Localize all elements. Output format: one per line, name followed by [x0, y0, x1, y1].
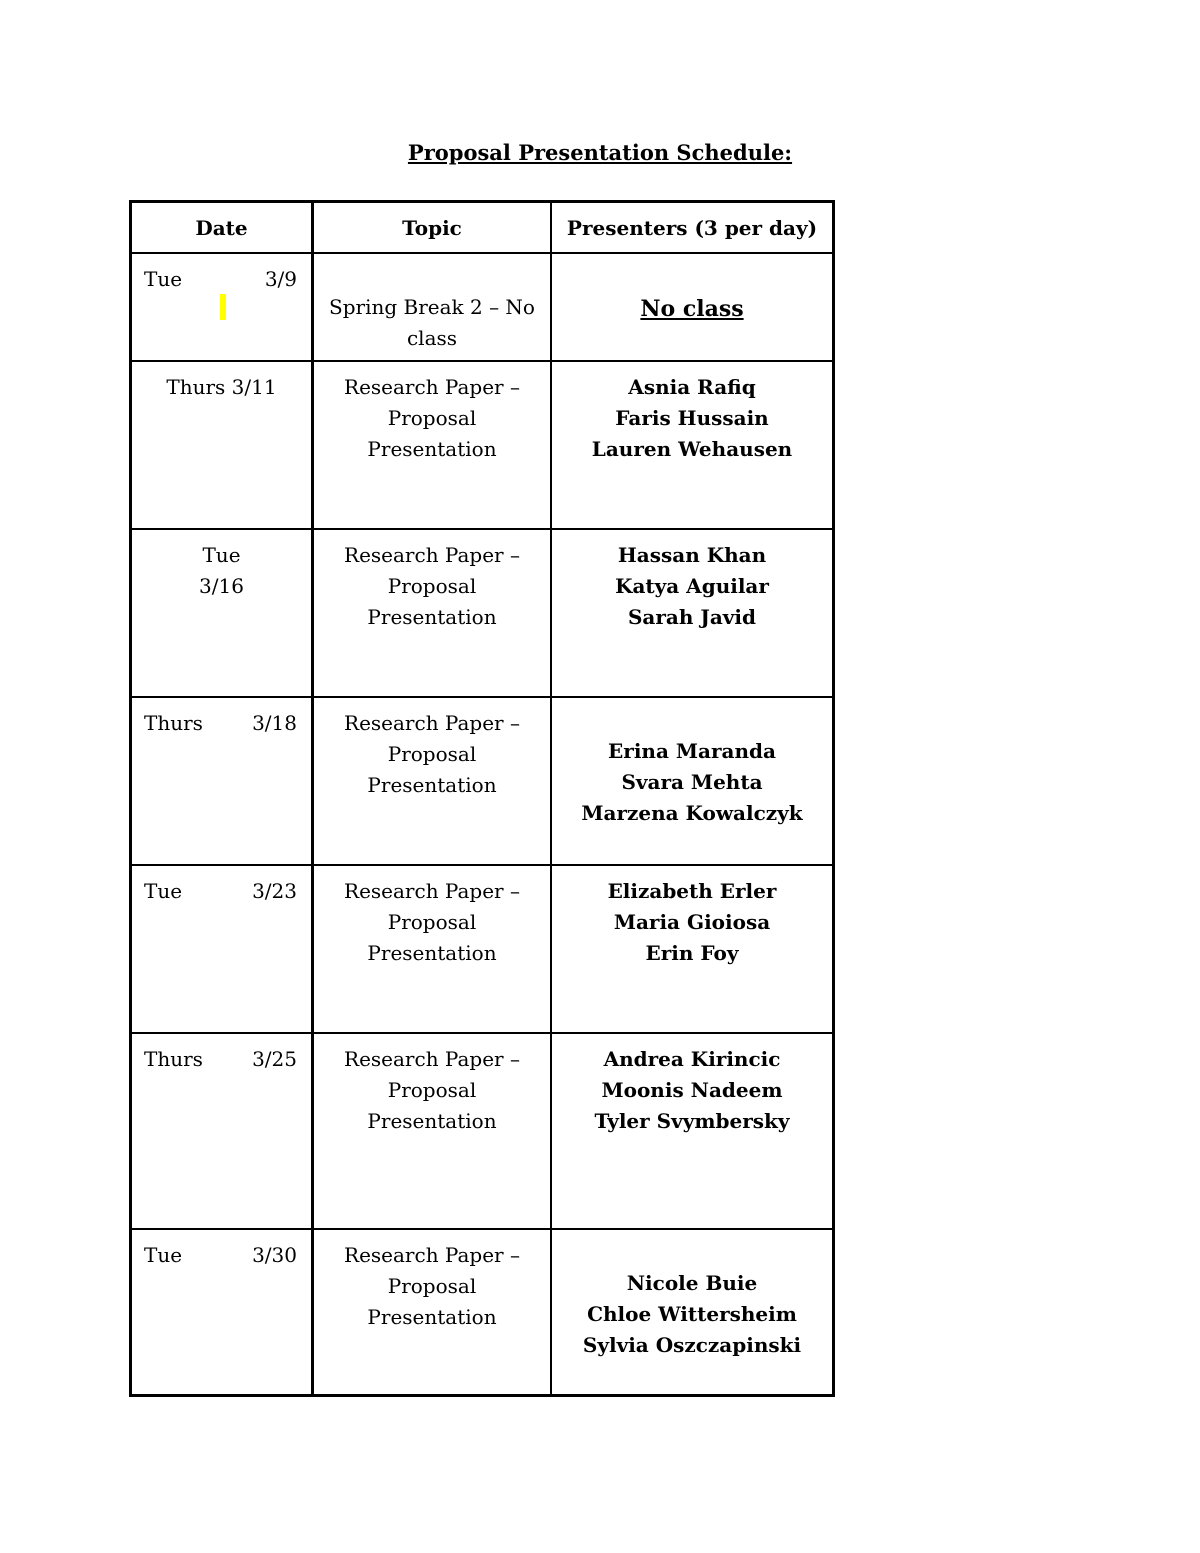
topic-cell [314, 1230, 552, 1397]
presenter-name: Sylvia Oszczapinski [582, 1333, 802, 1357]
header-date: Date [132, 203, 314, 252]
topic-line: class [406, 326, 458, 350]
topic-line: Proposal Presentation [367, 1274, 497, 1329]
topic-cell [314, 254, 552, 360]
topic-line: Research Paper – [344, 375, 520, 399]
date-label: 3/9 [264, 267, 297, 291]
table-row [132, 1230, 832, 1397]
day-label: Thurs [144, 711, 203, 735]
presenter-name: Moonis Nadeem [601, 1078, 783, 1102]
header-presenters: Presenters (3 per day) [566, 216, 818, 240]
topic-line: Research Paper – [344, 543, 520, 567]
topic-line: Proposal Presentation [367, 406, 497, 461]
date-cell [132, 866, 314, 1032]
presenter-name: Lauren Wehausen [591, 437, 793, 461]
day-label: Thurs [144, 1047, 203, 1071]
table-row [132, 1034, 832, 1230]
date-label: 3/25 [252, 1047, 297, 1071]
topic-line: Proposal Presentation [367, 1078, 497, 1133]
presenter-name: Nicole Buie [626, 1271, 758, 1295]
presenter-name: Andrea Kirincic [603, 1047, 781, 1071]
highlight-mark [220, 294, 226, 320]
topic-line: Research Paper – [344, 1243, 520, 1267]
presenters-cell [552, 698, 832, 864]
topic-line: Spring Break 2 – No [329, 295, 535, 319]
date-cell [132, 1230, 314, 1397]
presenter-name: Erin Foy [645, 941, 739, 965]
table-row [132, 254, 832, 362]
presenter-name: Hassan Khan [617, 543, 767, 567]
date-label: 3/16 [199, 574, 244, 598]
table-row [132, 362, 832, 530]
date-cell [132, 530, 314, 696]
presenters-cell [552, 1230, 832, 1397]
presenter-name: Erina Maranda [608, 739, 776, 763]
topic-cell [314, 1034, 552, 1228]
topic-line: Research Paper – [344, 711, 520, 735]
table-header-row [132, 203, 832, 254]
presenters-cell [552, 866, 832, 1032]
date-label: 3/30 [252, 1243, 297, 1267]
topic-line: Proposal Presentation [367, 742, 497, 797]
presenters-cell [552, 1034, 832, 1228]
topic-cell [314, 530, 552, 696]
topic-line: Research Paper – [344, 879, 520, 903]
topic-cell [314, 866, 552, 1032]
presenter-name: Sarah Javid [627, 605, 757, 629]
presenters-cell [552, 362, 832, 528]
presenter-name: Faris Hussain [615, 406, 769, 430]
date-label: 3/18 [252, 711, 297, 735]
day-label: Tue [144, 267, 183, 291]
no-class-label: No class [640, 296, 744, 322]
day-label: Tue [202, 543, 241, 567]
presenter-name: Chloe Wittersheim [587, 1302, 797, 1326]
topic-cell [314, 698, 552, 864]
presenter-name: Tyler Svymbersky [594, 1109, 790, 1133]
presenter-name: Katya Aguilar [615, 574, 769, 598]
date-cell: Thurs 3/11 [132, 362, 314, 528]
presenter-name: Asnia Rafiq [628, 375, 756, 399]
topic-line: Proposal Presentation [367, 574, 497, 629]
presenter-name: Maria Gioiosa [613, 910, 771, 934]
presenter-name: Elizabeth Erler [607, 879, 777, 903]
presenters-cell [552, 530, 832, 696]
page-title: Proposal Presentation Schedule: [407, 140, 793, 165]
day-label: Tue [144, 1243, 183, 1267]
date-cell [132, 254, 314, 360]
topic-cell [314, 362, 552, 528]
presenter-name: Svara Mehta [621, 770, 763, 794]
date-cell [132, 698, 314, 864]
day-label: Tue [144, 879, 183, 903]
date-label: 3/23 [252, 879, 297, 903]
topic-line: Proposal Presentation [367, 910, 497, 965]
schedule-table [129, 200, 835, 1397]
presenter-name: Marzena Kowalczyk [581, 801, 803, 825]
header-topic: Topic [314, 203, 552, 252]
table-row [132, 530, 832, 698]
table-row [132, 698, 832, 866]
topic-line: Research Paper – [344, 1047, 520, 1071]
table-row [132, 866, 832, 1034]
date-cell [132, 1034, 314, 1228]
